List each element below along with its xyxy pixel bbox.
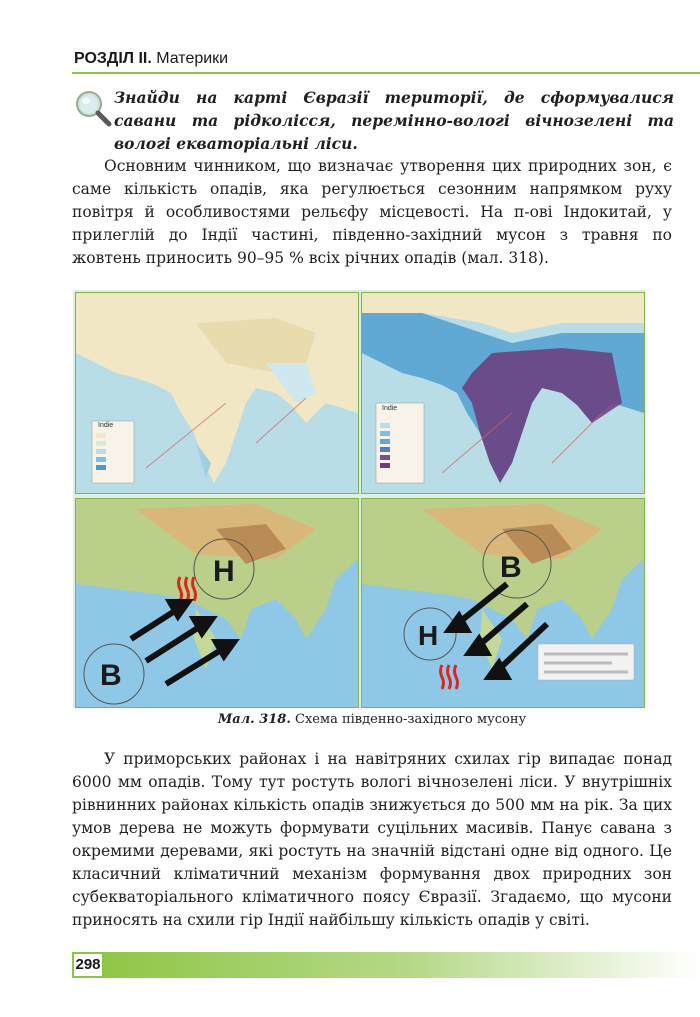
map-india-rainfall-1 [75,292,359,494]
figure-maps [73,290,645,708]
section-label: РОЗДІЛ ІІ. [74,50,152,67]
map-india-rainfall-2 [361,292,645,494]
caption-ref: Мал. 318. [217,712,291,727]
map1-legend-label: Indie [98,422,114,429]
map3-low-pressure: Н [213,555,235,588]
map-monsoon-winter [75,498,359,708]
map-monsoon-winter-svg [76,499,358,707]
section-subtitle: Материки [156,50,229,67]
figure-caption [72,712,672,727]
map3-high-pressure: В [100,659,122,692]
paragraph-1: Основним чинником, що визначає утворення цих природних зон, є саме кількість опадів, яка регулюється сезонним напрямком руху повітря й особливостями рельєфу місцевості. На п-ові Індокитай, у прилеглій до Індії частині, південно-західний мусон з травня по жовтень приносить 90–95 % всіх річних опадів (мал. 318). [72,157,672,267]
map4-high-pressure: В [500,551,522,584]
map-india-rainfall-2-svg [362,293,644,493]
map2-legend-label: Indie [382,405,398,412]
paragraph-2: У приморських районах і на навітряних схилах гір випадає понад 6000 мм опадів. Тому тут ростуть вологі вічнозелені ліси. У внутрішніх рівнинних районах кількість опадів знижується до 500 мм на рік. За цих умов дерева не можуть формувати суцільних масивів. Панує савана з окремими деревами, які ростуть на значній відстані одне від одного. Це класичний кліматичний механізм формування двох природних зон субекваторіального кліматичного поясу Євразії. Згадаємо, що мусони приносять на схили гір Індії найбільшу кількість опадів у світі. [72,750,672,929]
map-monsoon-summer-svg [362,499,644,707]
header-divider [72,72,700,74]
task-text: Знайди на карті Євразії території, де сформувалися савани та рідколісся, перемінно-вологі вічнозелені та вологі екваторіальні ліси. [114,88,674,153]
page-header [72,44,682,72]
caption-text: Схема південно-західного мусону [295,712,527,727]
map-monsoon-summer [361,498,645,708]
magnifier-icon [72,88,112,128]
page-number: 298 [72,952,104,978]
page-footer-bar [72,952,700,978]
map4-low-pressure: Н [418,620,439,651]
map-india-rainfall-1-svg [76,293,358,493]
